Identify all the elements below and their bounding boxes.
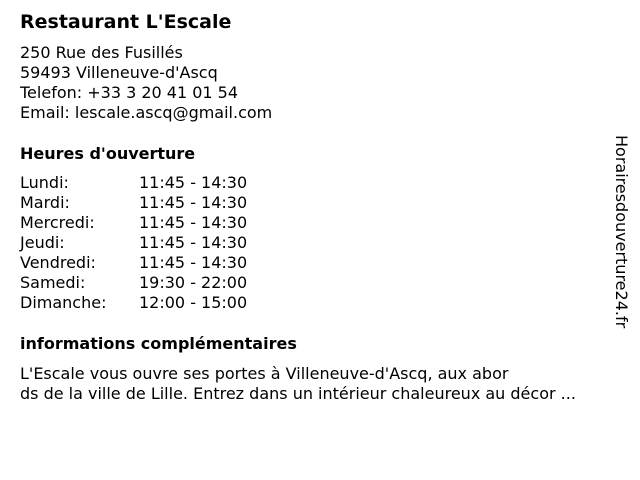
address-street: 250 Rue des Fusillés (20, 43, 183, 62)
hours-time: 11:45 - 14:30 (139, 233, 248, 252)
hours-time: 12:00 - 15:00 (139, 293, 248, 312)
hours-row-lundi (20, 173, 247, 193)
opening-hours-heading: Heures d'ouverture (20, 144, 196, 163)
hours-row-dimanche (20, 293, 247, 313)
hours-time: 11:45 - 14:30 (139, 173, 248, 192)
hours-day: Samedi: (20, 273, 86, 292)
info-line: ds de la ville de Lille. Entrez dans un intérieur chaleureux au décor ... (20, 384, 576, 403)
hours-time: 11:45 - 14:30 (139, 193, 248, 212)
hours-time: 11:45 - 14:30 (139, 213, 248, 232)
hours-day: Vendredi: (20, 253, 96, 272)
restaurant-name: Restaurant L'Escale (20, 11, 232, 33)
hours-day: Lundi: (20, 173, 69, 192)
hours-day: Mercredi: (20, 213, 95, 232)
phone-number: Telefon: +33 3 20 41 01 54 (20, 83, 239, 102)
hours-day: Mardi: (20, 193, 70, 212)
opening-hours-table (20, 173, 247, 313)
hours-time: 19:30 - 22:00 (139, 273, 248, 292)
additional-info-text (20, 364, 576, 404)
email-address: Email: lescale.ascq@gmail.com (20, 103, 273, 122)
hours-day: Jeudi: (20, 233, 65, 252)
additional-info-heading: informations complémentaires (20, 334, 297, 353)
site-watermark: Horairesdouverture24.fr (612, 135, 631, 329)
address-city: 59493 Villeneuve-d'Ascq (20, 63, 218, 82)
hours-row-mercredi (20, 213, 247, 233)
hours-time: 11:45 - 14:30 (139, 253, 248, 272)
info-line: L'Escale vous ouvre ses portes à Villeneuve-d'Ascq, aux abor (20, 364, 509, 383)
hours-row-vendredi (20, 253, 247, 273)
address-block (20, 43, 272, 123)
hours-row-mardi (20, 193, 247, 213)
hours-row-jeudi (20, 233, 247, 253)
hours-day: Dimanche: (20, 293, 107, 312)
hours-row-samedi (20, 273, 247, 293)
